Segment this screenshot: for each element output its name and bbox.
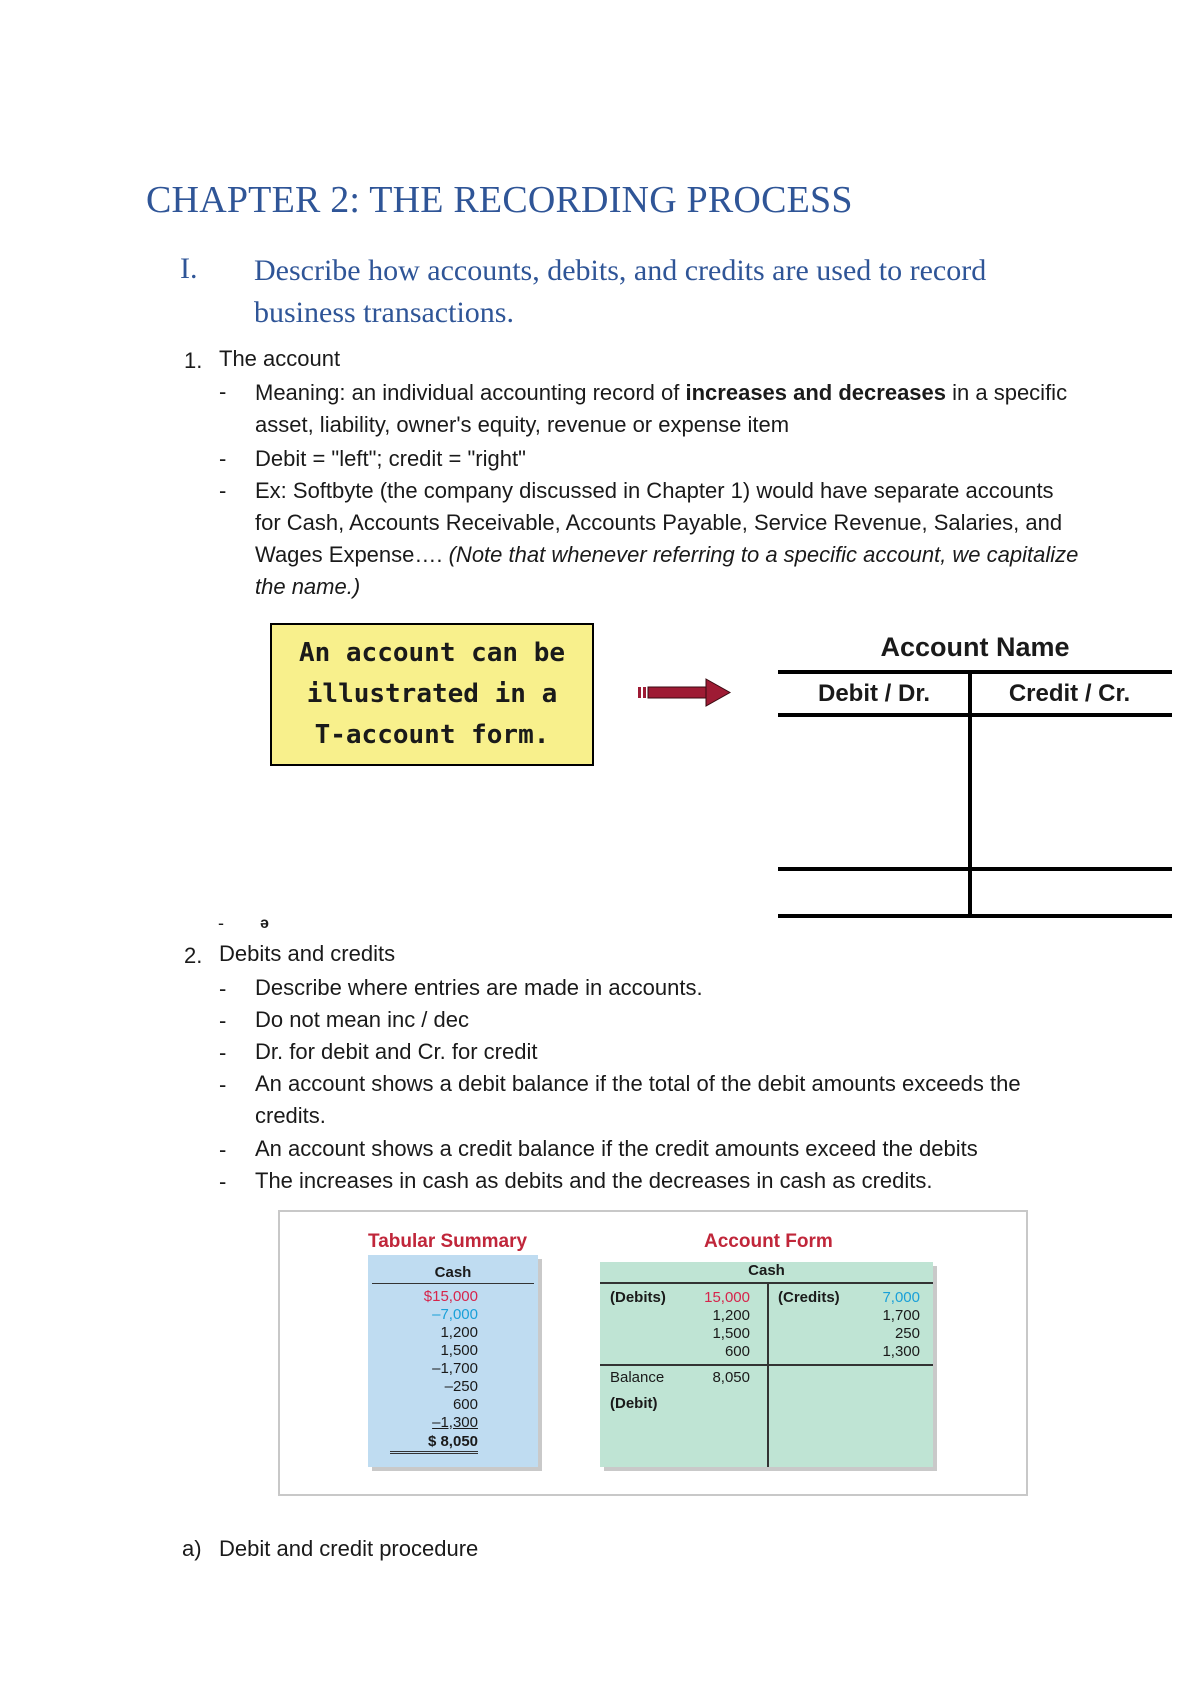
bullet-dash: - bbox=[219, 1169, 227, 1194]
item1-bullet-meaning: Meaning: an individual accounting record of increases and decreases in a specific asset, liability, owner's equity, revenue or expense item bbox=[255, 380, 1068, 437]
account-form-divider bbox=[767, 1283, 769, 1467]
item2-bullet: An account shows a credit balance if the credit amounts exceed the debits bbox=[255, 1136, 978, 1161]
credit-value: 7,000 bbox=[882, 1289, 920, 1306]
bullet-dash: - bbox=[219, 446, 227, 471]
section-title: Describe how accounts, debits, and credits are used to record business transactions. bbox=[254, 254, 987, 329]
subitem-a-title: Debit and credit procedure bbox=[219, 1536, 479, 1561]
item1-bullet-example: Ex: Softbyte (the company discussed in Chapter 1) would have separate accounts for Cash, Accounts Receivable, Accounts Payable, Service Revenue, Salaries, and Wages Expense…. (Note that whenever referring to a specific account, we capitalize the name.) bbox=[255, 478, 1079, 599]
tabular-value: –7,000 bbox=[432, 1306, 478, 1323]
balance-side: (Debit) bbox=[610, 1395, 658, 1412]
item2-bullet: An account shows a debit balance if the total of the debit amounts exceeds the credits. bbox=[255, 1071, 1021, 1128]
tabular-value: 600 bbox=[452, 1396, 478, 1413]
tabular-value: –1,700 bbox=[432, 1360, 478, 1377]
item2-bullet: Do not mean inc / dec bbox=[255, 1007, 470, 1032]
item1-bullet-debit-credit: Debit = "left"; credit = "right" bbox=[255, 446, 526, 471]
debit-value: 1,500 bbox=[712, 1325, 750, 1342]
t-account-credit-label: Credit / Cr. bbox=[1008, 680, 1131, 707]
t-account-lower-rule bbox=[778, 867, 1172, 871]
tabular-total: $ 8,050 bbox=[390, 1433, 478, 1454]
chapter-title: CHAPTER 2: THE RECORDING PROCESS bbox=[146, 179, 853, 221]
debit-value: 600 bbox=[724, 1343, 750, 1360]
balance-value: 8,050 bbox=[712, 1369, 750, 1386]
debits-label: (Debits) bbox=[610, 1289, 666, 1306]
account-form-cash-header: Cash bbox=[748, 1262, 785, 1279]
debit-value: 15,000 bbox=[704, 1289, 750, 1306]
bullet-dash: - bbox=[219, 1137, 227, 1162]
account-form-title: Account Form bbox=[704, 1231, 833, 1252]
item2-bullet: Describe where entries are made in accounts. bbox=[255, 975, 703, 1000]
section-number: I. bbox=[180, 252, 198, 285]
stray-dash: - bbox=[218, 916, 224, 926]
subitem-a-label: a) bbox=[182, 1536, 202, 1561]
t-account-divider bbox=[968, 672, 972, 918]
bullet-dash: - bbox=[219, 478, 227, 503]
credit-value: 1,300 bbox=[882, 1343, 920, 1360]
t-account-name: Account Name bbox=[880, 632, 1070, 662]
bullet-dash: - bbox=[219, 976, 227, 1001]
bullet-dash: - bbox=[219, 1040, 227, 1065]
item2-title: Debits and credits bbox=[219, 941, 396, 966]
balance-label: Balance bbox=[610, 1369, 665, 1386]
t-account-bottom-rule bbox=[778, 914, 1172, 918]
tabular-summary-title: Tabular Summary bbox=[368, 1231, 528, 1252]
item1-title: The account bbox=[219, 346, 341, 371]
arrow-right-icon bbox=[636, 677, 736, 709]
t-account-debit-label: Debit / Dr. bbox=[817, 680, 931, 707]
t-account-callout: An account can be illustrated in a T-account form. bbox=[270, 623, 594, 766]
tabular-value: 1,500 bbox=[440, 1342, 478, 1359]
stray-glyph: ə bbox=[260, 918, 269, 928]
credits-label: (Credits) bbox=[778, 1289, 840, 1306]
item2-bullet: Dr. for debit and Cr. for credit bbox=[255, 1039, 538, 1064]
bullet-dash: - bbox=[219, 1008, 227, 1033]
credit-value: 1,700 bbox=[882, 1307, 920, 1324]
tabular-value: 1,200 bbox=[440, 1324, 478, 1341]
tabular-value: –250 bbox=[444, 1378, 478, 1395]
item1-number: 1. bbox=[184, 348, 203, 373]
item2-number: 2. bbox=[184, 943, 203, 968]
t-account-top-rule bbox=[778, 670, 1172, 674]
tabular-value: $15,000 bbox=[423, 1288, 478, 1305]
bullet-dash: - bbox=[219, 1072, 227, 1097]
account-form-balance-rule bbox=[600, 1364, 933, 1366]
credit-value: 250 bbox=[894, 1325, 920, 1342]
tabular-value: –1,300 bbox=[432, 1414, 478, 1431]
debit-value: 1,200 bbox=[712, 1307, 750, 1324]
tabular-header-rule bbox=[372, 1283, 534, 1284]
item2-bullet: The increases in cash as debits and the decreases in cash as credits. bbox=[255, 1168, 933, 1193]
bullet-dash: - bbox=[219, 379, 227, 404]
t-account-header-rule bbox=[778, 713, 1172, 717]
tabular-cash-header: Cash bbox=[434, 1264, 472, 1281]
